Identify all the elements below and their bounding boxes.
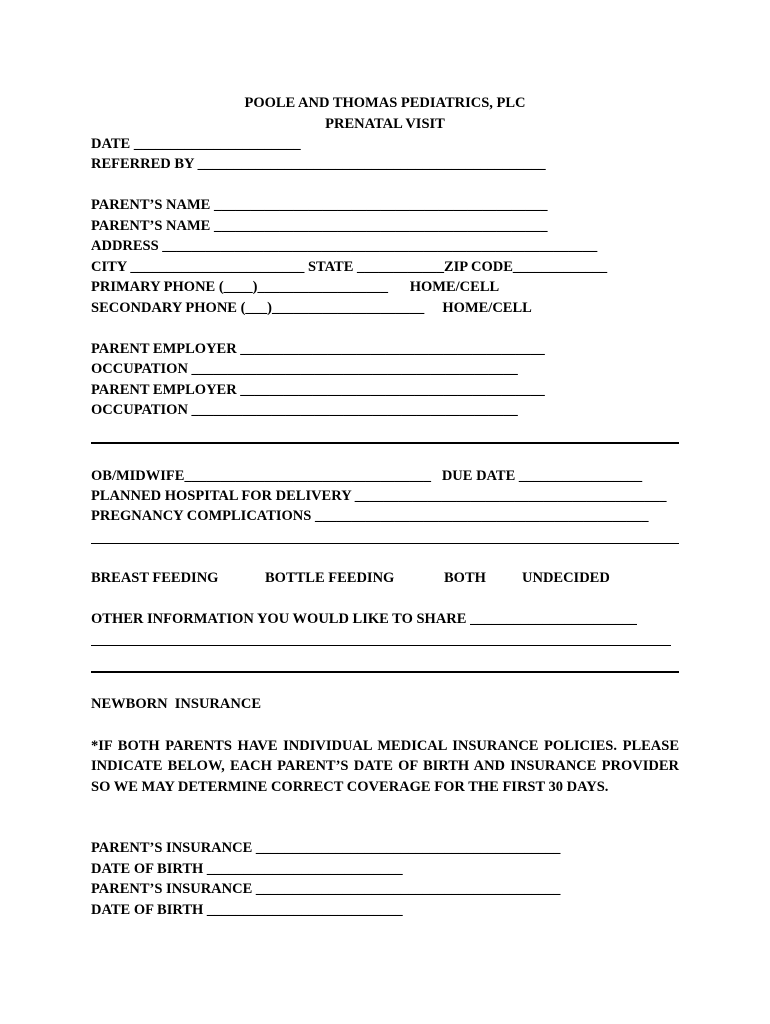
parent-insurance-field-2[interactable]: PARENT’S INSURANCE __________________________________________ (91, 881, 561, 897)
pregnancy-complications-field[interactable]: PREGNANCY COMPLICATIONS ______________________________________________ (91, 508, 649, 524)
practice-name: POOLE AND THOMAS PEDIATRICS, PLC (244, 95, 526, 111)
complications-continuation-line[interactable] (91, 543, 679, 544)
planned-hospital-field[interactable]: PLANNED HOSPITAL FOR DELIVERY ___________________________________________ (91, 488, 667, 504)
address-field[interactable]: ADDRESS ____________________________________________________________ (91, 238, 598, 254)
secondary-phone-field[interactable]: SECONDARY PHONE (___)_____________________ HOME/CELL (91, 300, 532, 316)
breast-feeding-option[interactable]: BREAST FEEDING (91, 570, 219, 586)
other-information-field[interactable]: OTHER INFORMATION YOU WOULD LIKE TO SHARE _______________________ (91, 611, 637, 627)
form-title: PRENATAL VISIT (325, 116, 445, 132)
date-of-birth-field-1[interactable]: DATE OF BIRTH ___________________________ (91, 861, 403, 877)
parent-name-field-1[interactable]: PARENT’S NAME ______________________________________________ (91, 197, 548, 213)
insurance-instructions: *IF BOTH PARENTS HAVE INDIVIDUAL MEDICAL INSURANCE POLICIES. PLEASE INDICATE BELOW, EACH PARENT’S DATE OF BIRTH AND INSURANCE PROVIDER SO WE MAY DETERMINE CORRECT COVERAGE FOR THE FIRST 30 DAYS. (91, 738, 679, 795)
bottle-feeding-option[interactable]: BOTTLE FEEDING (265, 570, 395, 586)
section-divider (91, 671, 679, 673)
occupation-field-1[interactable]: OCCUPATION _____________________________________________ (91, 361, 518, 377)
city-state-zip-field[interactable]: CITY ________________________ STATE ____________ZIP CODE_____________ (91, 259, 608, 275)
parent-name-field-2[interactable]: PARENT’S NAME ______________________________________________ (91, 218, 548, 234)
parent-employer-field-2[interactable]: PARENT EMPLOYER __________________________________________ (91, 382, 545, 398)
newborn-insurance-heading: NEWBORN INSURANCE (91, 696, 261, 712)
date-field[interactable]: DATE _______________________ (91, 136, 301, 152)
parent-employer-field-1[interactable]: PARENT EMPLOYER __________________________________________ (91, 341, 545, 357)
date-of-birth-field-2[interactable]: DATE OF BIRTH ___________________________ (91, 902, 403, 918)
ob-midwife-due-date-field[interactable]: OB/MIDWIFE__________________________________ DUE DATE _________________ (91, 468, 643, 484)
occupation-field-2[interactable]: OCCUPATION _____________________________________________ (91, 402, 518, 418)
parent-insurance-field-1[interactable]: PARENT’S INSURANCE __________________________________________ (91, 840, 561, 856)
both-feeding-option[interactable]: BOTH (444, 570, 486, 586)
section-divider (91, 442, 679, 444)
primary-phone-field[interactable]: PRIMARY PHONE (____)__________________ HOME/CELL (91, 279, 500, 295)
undecided-feeding-option[interactable]: UNDECIDED (522, 570, 610, 586)
other-information-continuation-line[interactable] (91, 645, 671, 646)
referred-by-field[interactable]: REFERRED BY ________________________________________________ (91, 156, 546, 172)
